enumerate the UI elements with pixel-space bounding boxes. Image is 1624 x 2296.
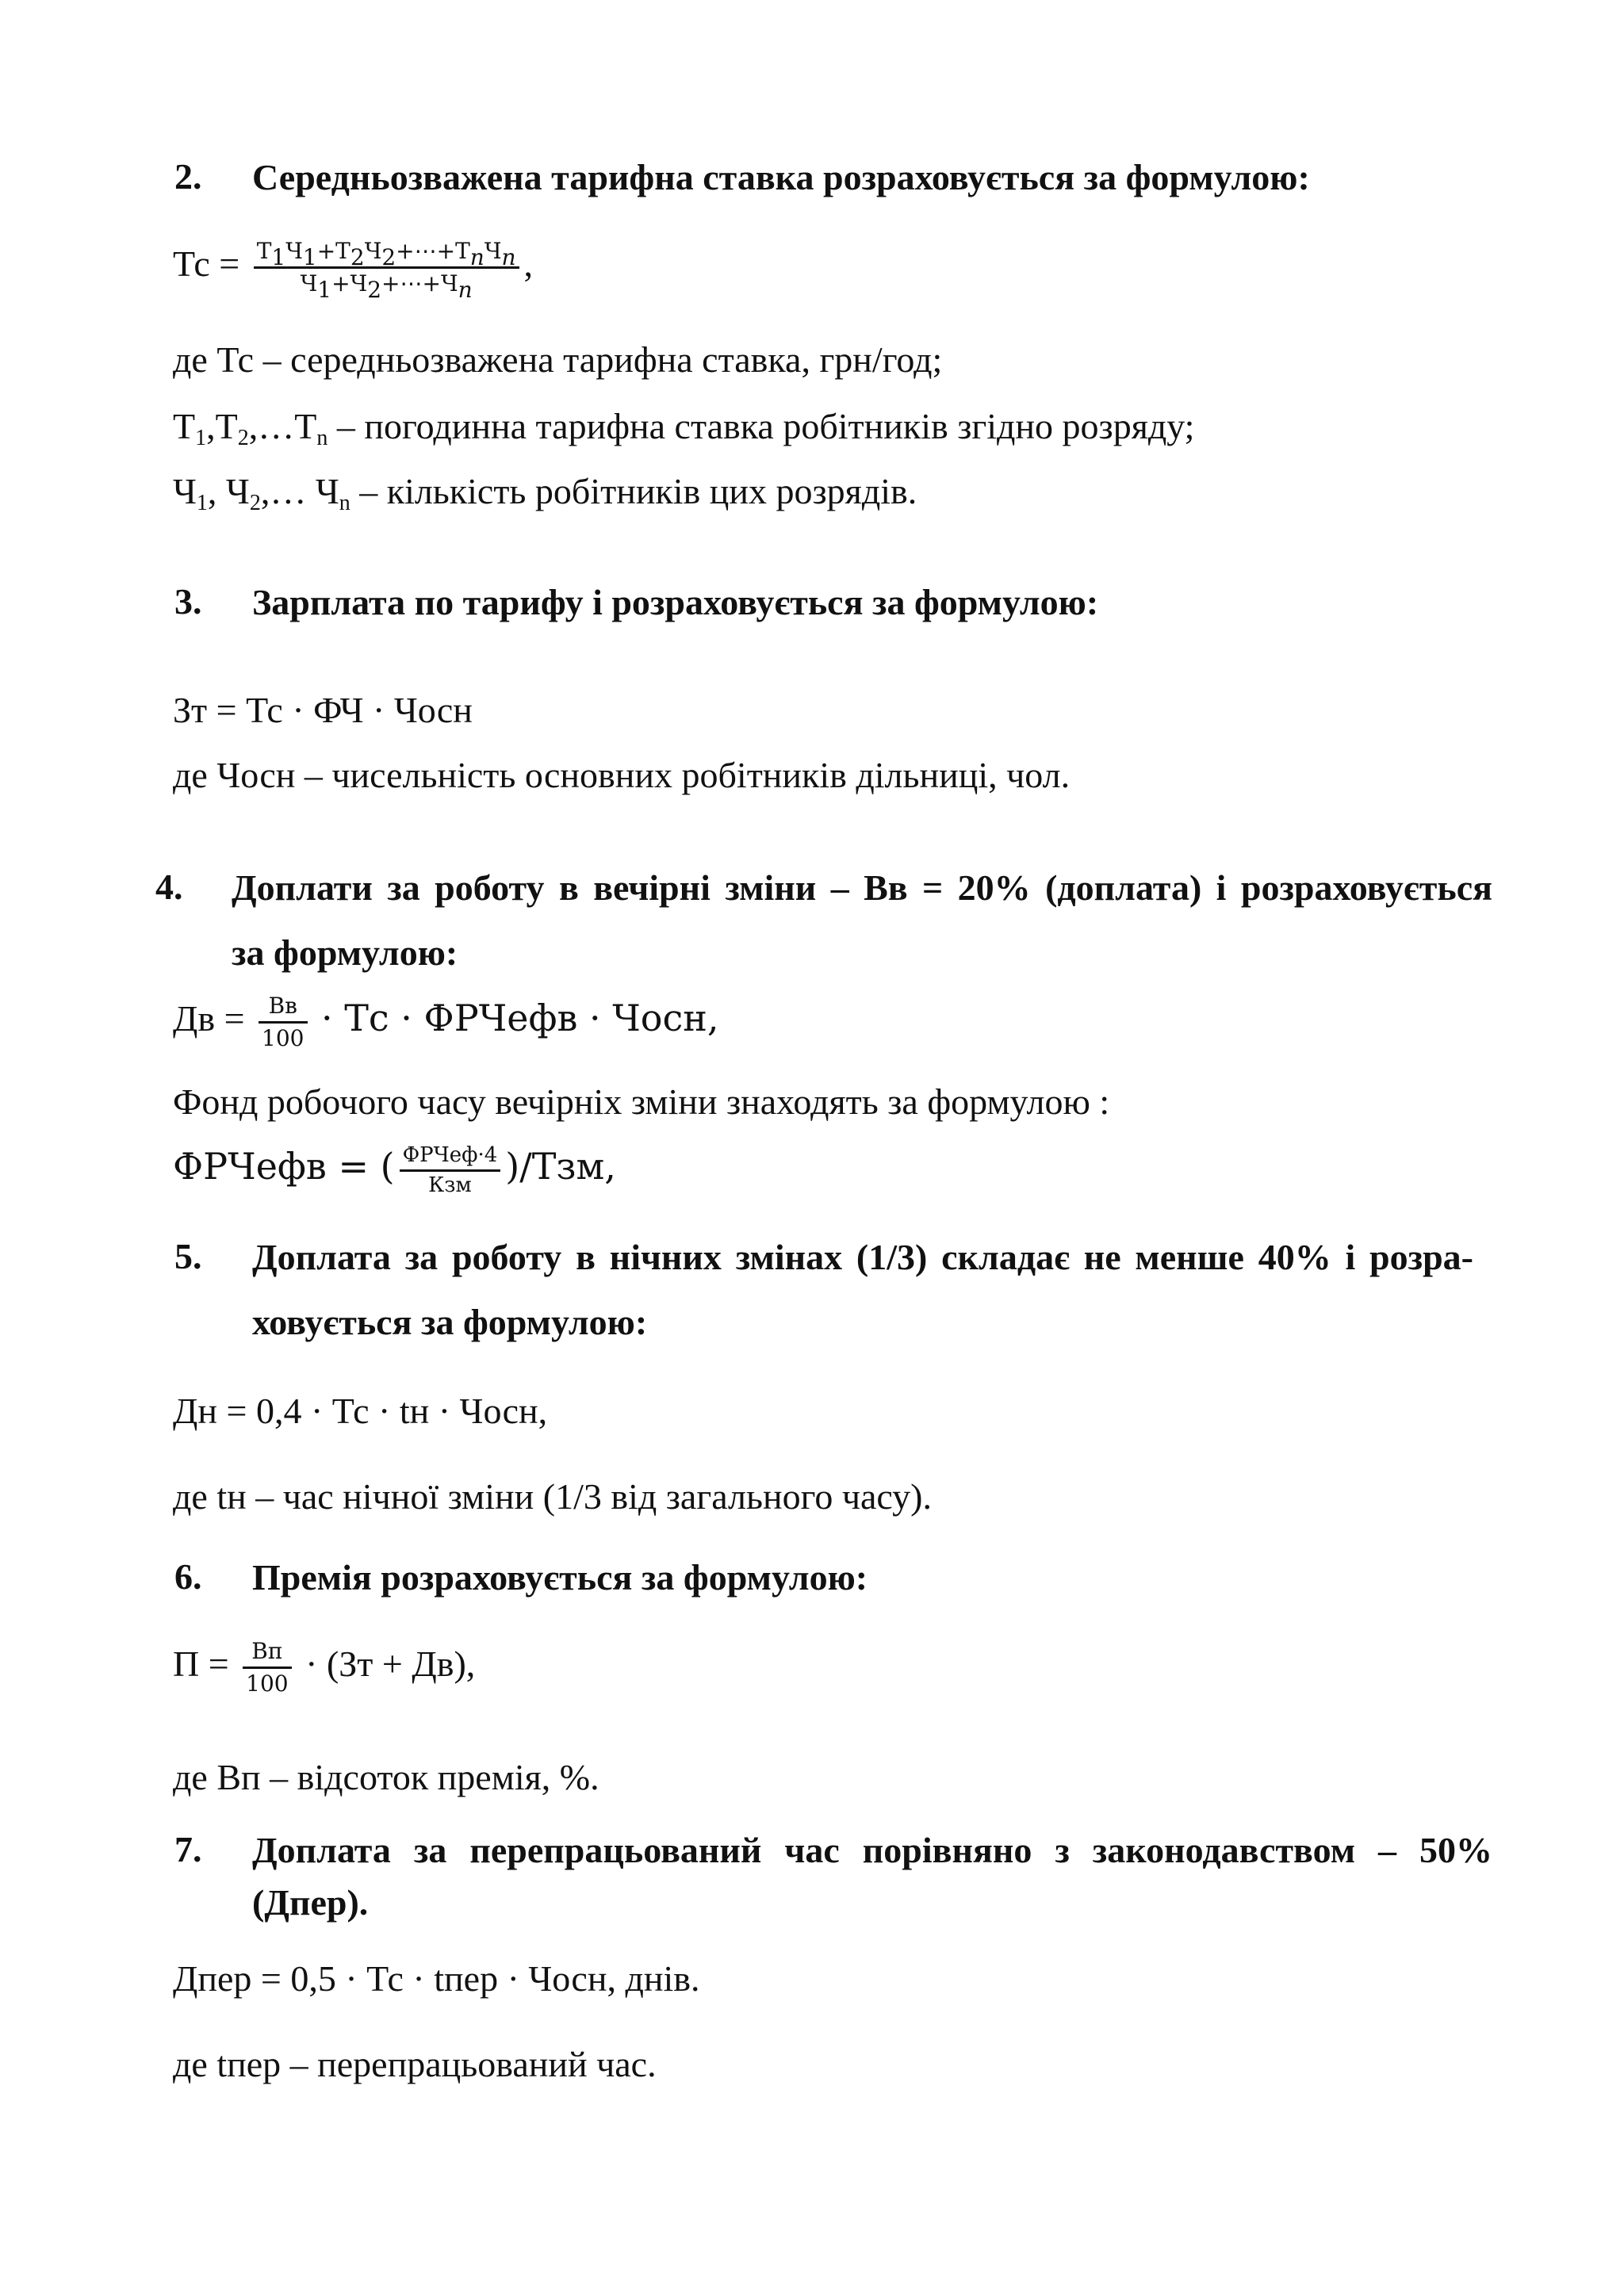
formula-lhs: Тс = bbox=[173, 243, 240, 284]
formula-night-surcharge: Дн = 0,4 · Тс · tн · Чосн, bbox=[173, 1391, 548, 1431]
formula-rhs: )/Тзм, bbox=[505, 1145, 616, 1188]
definition-line: де Вп – відсоток премія, %. bbox=[173, 1757, 599, 1797]
section-6-heading: Премія розраховується за формулою: bbox=[252, 1557, 868, 1598]
section-2-number: 2. bbox=[174, 156, 202, 197]
section-2-heading: Середньозважена тарифна ставка розраховується за формулою: bbox=[252, 157, 1310, 197]
fraction-numerator: Вв bbox=[259, 991, 307, 1024]
formula-tail: , bbox=[523, 243, 534, 284]
section-4-heading-line-1: Доплати за роботу в вечірні зміни – Вв = 20% (доплата) і розраховується bbox=[232, 867, 1492, 908]
formula-fraction bbox=[254, 236, 519, 303]
formula-lhs: ФРЧефв = ( bbox=[173, 1145, 395, 1188]
formula-tariff-salary: Зт = Тс · ФЧ · Чосн bbox=[173, 690, 473, 730]
formula-bonus bbox=[173, 1636, 475, 1699]
section-3-number: 3. bbox=[174, 581, 202, 622]
formula-rhs: · (Зт + Дв), bbox=[305, 1643, 476, 1684]
fraction-denominator: 100 bbox=[246, 1670, 289, 1697]
fraction-denominator: 100 bbox=[262, 1024, 304, 1051]
formula-evening-time-fund bbox=[173, 1142, 616, 1200]
definition-line: де Тс – середньозважена тарифна ставка, грн/год; bbox=[173, 339, 943, 380]
section-7-heading-line-1: Доплата за перепрацьований час порівняно з законодавством – 50% bbox=[252, 1830, 1492, 1870]
section-4-heading-line-2: за формулою: bbox=[232, 932, 458, 973]
fraction-numerator: ФРЧеф·4 bbox=[400, 1142, 501, 1172]
definition-line: $Ч_1$, $Ч_2,\dots$ $Ч_n$ – кількість робітників цих розрядів. bbox=[173, 471, 917, 515]
section-3-heading: Зарплата по тарифу і розраховується за формулою: bbox=[252, 582, 1099, 622]
formula-fraction bbox=[259, 991, 307, 1054]
fraction-denominator: $Ч_1+Ч_2+\cdots+Ч_n$ bbox=[300, 270, 473, 303]
formula-fraction bbox=[243, 1636, 291, 1699]
formula-overtime-surcharge: Дпер = 0,5 · Тс · tпер · Чосн, днів. bbox=[173, 1958, 700, 1999]
formula-fraction bbox=[400, 1142, 501, 1200]
fraction-numerator: $Т_1Ч_1+Т_2Ч_2+\cdots+Т_nЧ_n$ bbox=[254, 236, 519, 269]
formula-rhs: · Тс · ФРЧефв · Чосн, bbox=[321, 996, 719, 1039]
section-7-number: 7. bbox=[174, 1829, 202, 1869]
section-5-heading-line-1: Доплата за роботу в нічних змінах (1/3) складає не менше 40% і розра- bbox=[252, 1237, 1473, 1277]
section-6-number: 6. bbox=[174, 1556, 202, 1597]
definition-line: Фонд робочого часу вечірніх зміни знаходять за формулою : bbox=[173, 1081, 1110, 1122]
definition-line: де tн – час нічної зміни (1/3 від загального часу). bbox=[173, 1476, 932, 1517]
section-7-heading-line-2: (Дпер). bbox=[252, 1882, 369, 1923]
formula-lhs: П = bbox=[173, 1643, 229, 1684]
formula-lhs: Дв = bbox=[173, 997, 245, 1039]
definition-line: де tпер – перепрацьований час. bbox=[173, 2044, 657, 2084]
section-4-number: 4. bbox=[155, 867, 183, 907]
definition-line: де Чосн – чисельність основних робітників дільниці, чол. bbox=[173, 755, 1071, 795]
formula-weighted-rate bbox=[173, 236, 534, 303]
fraction-numerator: Вп bbox=[243, 1636, 291, 1669]
formula-evening-surcharge bbox=[173, 991, 719, 1054]
definition-line: $Т_1,Т_2,\dots Т_n$ – погодинна тарифна ставка робітників згідно розряду; bbox=[173, 406, 1195, 450]
fraction-denominator: Кзм bbox=[428, 1173, 472, 1198]
section-5-number: 5. bbox=[174, 1236, 202, 1276]
section-5-heading-line-2: ховується за формулою: bbox=[252, 1302, 648, 1342]
